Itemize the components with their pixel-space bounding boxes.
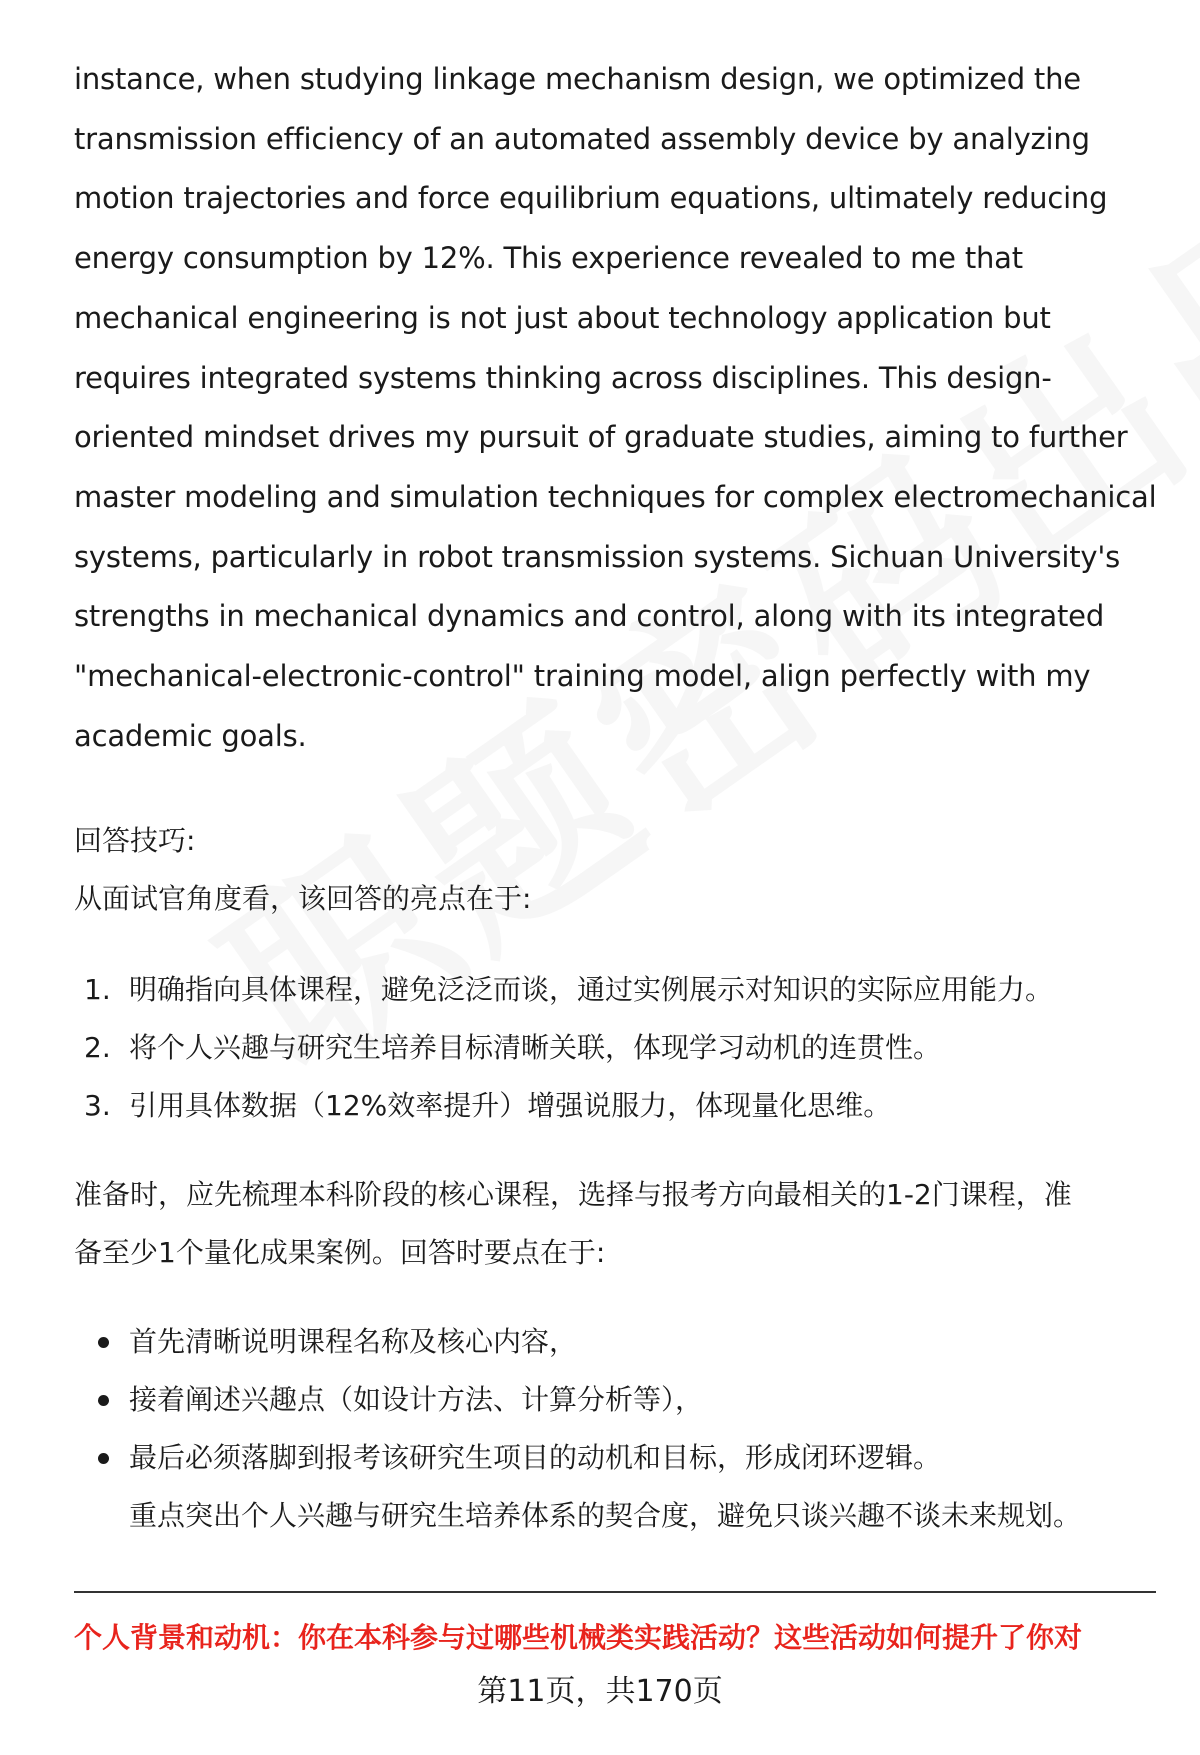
paragraph-line: oriented mindset drives my pursuit of graduate studies, aiming to further: [74, 420, 1128, 455]
list-number: 1.: [84, 973, 111, 1007]
paragraph-line: requires integrated systems thinking across disciplines. This design-: [74, 360, 1052, 395]
paragraph-line: energy consumption by 12%. This experience revealed to me that: [74, 241, 1023, 276]
paragraph-line: "mechanical-electronic-control" training model, align perfectly with my: [74, 659, 1091, 694]
document-page: [74, 50, 1157, 1545]
paragraph-line: motion trajectories and force equilibrium equations, ultimately reducing: [74, 181, 1108, 216]
paragraph-line: strengths in mechanical dynamics and control, along with its integrated: [74, 599, 1105, 634]
list-item-text: 明确指向具体课程，避免泛泛而谈，通过实例展示对知识的实际应用能力。: [129, 973, 1054, 1007]
answer-paragraph: [74, 50, 1157, 766]
tips-intro: 从面试官角度看，该回答的亮点在于:: [74, 882, 532, 916]
list-item: [74, 1429, 1154, 1487]
list-item-text: 首先清晰说明课程名称及核心内容，: [129, 1325, 578, 1359]
list-item: [74, 1313, 1154, 1371]
paragraph-line: mechanical engineering is not just about technology application but: [74, 300, 1051, 335]
paragraph-line: academic goals.: [74, 718, 307, 753]
bullet-icon: [98, 1395, 109, 1406]
tips-list: [74, 961, 1154, 1135]
paragraph-line: instance, when studying linkage mechanism design, we optimized the: [74, 62, 1081, 96]
bullet-icon: [98, 1337, 109, 1348]
list-item-text: 最后必须落脚到报考该研究生项目的动机和目标，形成闭环逻辑。: [129, 1441, 942, 1475]
section-divider: [74, 1591, 1156, 1593]
prep-paragraph: [74, 1166, 1154, 1282]
list-number: 3.: [84, 1089, 111, 1123]
paragraph-line: 备至少1个量化成果案例。回答时要点在于:: [74, 1236, 606, 1270]
list-item: [74, 1019, 1154, 1077]
tips-heading: 回答技巧:: [74, 824, 196, 858]
next-question-heading: 个人背景和动机：你在本科参与过哪些机械类实践活动？这些活动如何提升了你对: [74, 1621, 1083, 1654]
paragraph-line: 准备时，应先梳理本科阶段的核心课程，选择与报考方向最相关的1-2门课程，准: [74, 1178, 1072, 1212]
paragraph-line: master modeling and simulation techniques for complex electromechanical: [74, 479, 1157, 514]
list-item-text: 接着阐述兴趣点（如设计方法、计算分析等），: [129, 1383, 704, 1417]
page-number: 第11页，共170页: [477, 1674, 723, 1709]
list-item-text: 引用具体数据（12%效率提升）增强说服力，体现量化思维。: [129, 1089, 892, 1123]
list-number: 2.: [84, 1031, 111, 1065]
list-item: [74, 1077, 1154, 1135]
bullet-icon: [98, 1453, 109, 1464]
list-item: [74, 1371, 1154, 1429]
list-item-text: 将个人兴趣与研究生培养目标清晰关联，体现学习动机的连贯性。: [129, 1031, 942, 1065]
list-item: [74, 961, 1154, 1019]
paragraph-line: systems, particularly in robot transmission systems. Sichuan University's: [74, 539, 1121, 574]
paragraph-line: transmission efficiency of an automated assembly device by analyzing: [74, 121, 1090, 156]
points-list: [74, 1313, 1154, 1487]
emphasis-note: 重点突出个人兴趣与研究生培养体系的契合度，避免只谈兴趣不谈未来规划。: [129, 1499, 1082, 1533]
